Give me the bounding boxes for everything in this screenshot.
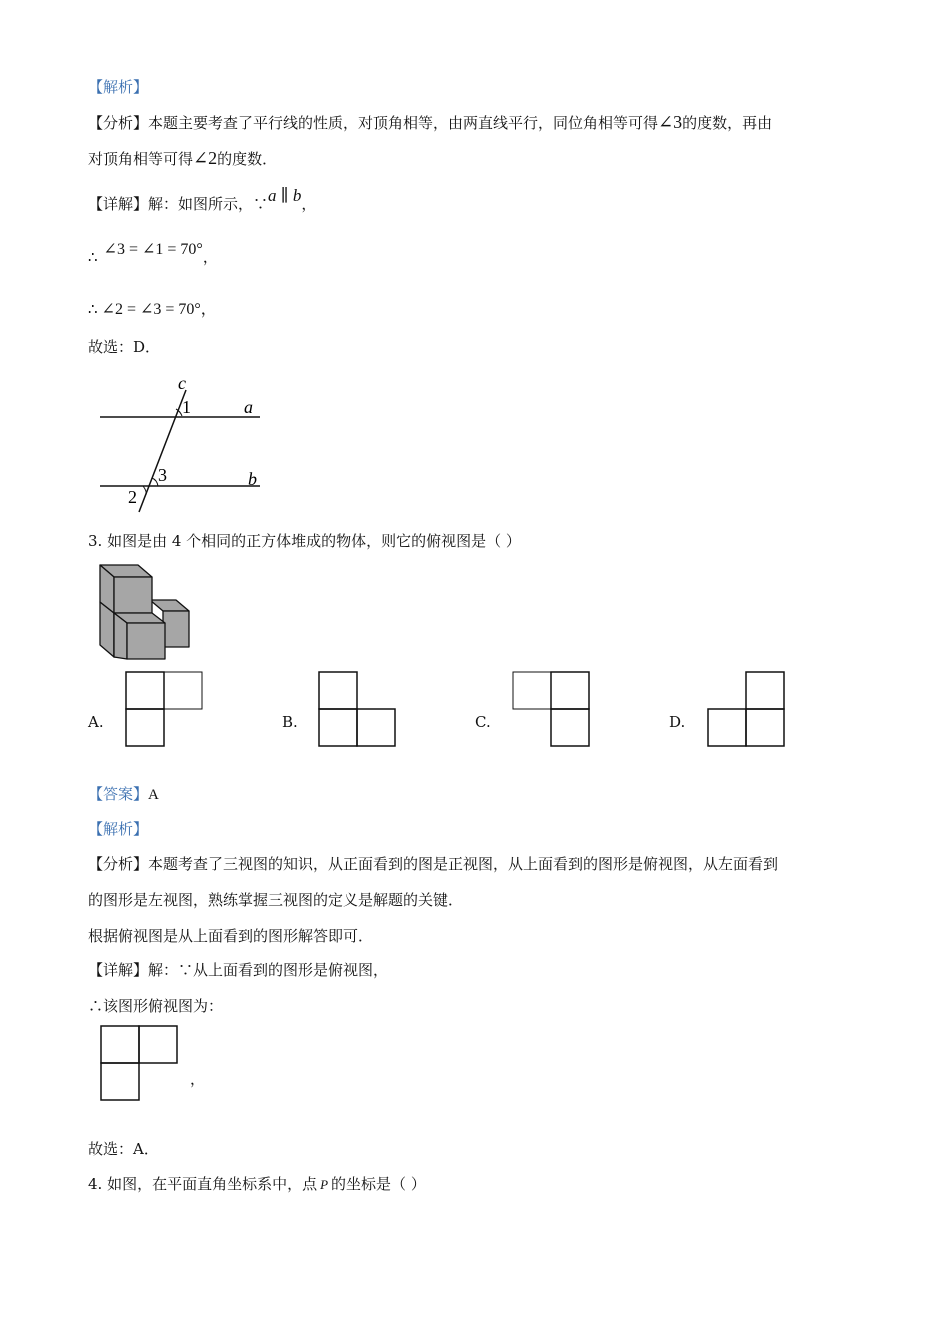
fenxi-text-2: 的图形是左视图，熟练掌握三视图的定义是解题的关键． (88, 891, 464, 909)
xiangjie-text: 解：∵从上面看到的图形是俯视图， (148, 961, 389, 979)
option-b-label: B. (282, 713, 298, 731)
q4-question (88, 1173, 426, 1196)
q3-line-5 (88, 995, 223, 1017)
fenxi-line-1 (88, 111, 772, 134)
angle-3: ∠3 (658, 112, 683, 132)
xiangjie-tag: 【详解】 (88, 961, 149, 979)
answer-value: A (148, 787, 159, 803)
xiangjie-tag: 【详解】 (88, 195, 149, 213)
cube-top-front (114, 577, 152, 613)
fenxi-tag: 【分析】 (88, 855, 149, 873)
equation-1: ∠3 = ∠1 = 70° (103, 241, 203, 258)
cube-stack-figure (98, 562, 193, 662)
option-d-label: D. (669, 713, 686, 731)
label-1: 1 (182, 397, 191, 417)
option-b-figure (317, 670, 399, 750)
q3-question (88, 530, 521, 552)
option-a-label: A. (88, 713, 104, 731)
angle-2-arc (143, 486, 146, 495)
fenxi-line-2 (88, 147, 277, 170)
answer-tag: 【答案】 (88, 785, 149, 803)
therefore-sign: ∴ (88, 248, 98, 266)
xiangjie-text: 解：如图所示，∵ (148, 195, 269, 213)
comma: ， (202, 248, 218, 266)
equation-2: ∠2 = ∠3 = 70°， (101, 301, 217, 318)
label-c: c (178, 373, 186, 393)
q4-question-text-b: 的坐标是（ ） (331, 1175, 426, 1193)
choose-a (88, 1138, 159, 1160)
option-c-label: C. (475, 713, 491, 731)
xiangjie-line (88, 186, 317, 215)
q3-jiexi (88, 818, 148, 840)
fenxi-line2-text-b: 的度数． (217, 150, 278, 168)
parallel-expr: a ∥ b (268, 186, 302, 205)
jiexi-heading (88, 76, 148, 98)
therefore-sign: ∴ (88, 300, 98, 318)
step-1 (88, 241, 218, 269)
q3-answer (88, 783, 159, 806)
jiexi-tag: 【解析】 (88, 78, 149, 96)
fenxi-text: 本题考查了三视图的知识，从正面看到的图是正视图，从上面看到的图形是俯视图，从左面看到 (148, 855, 779, 873)
q3-line-3-text: 根据俯视图是从上面看到的图形解答即可． (88, 927, 374, 945)
option-a-figure (124, 670, 206, 750)
q3-xiangjie (88, 959, 388, 981)
label-b: b (248, 469, 257, 489)
q3-question-text: 3. 如图是由 4 个相同的正方体堆成的物体，则它的俯视图是（ ） (88, 532, 521, 550)
label-a: a (244, 397, 253, 417)
jiexi-tag: 【解析】 (88, 820, 149, 838)
q3-line-3 (88, 925, 373, 947)
label-2: 2 (128, 487, 137, 507)
option-d-figure (706, 670, 788, 750)
choose-text: 故选：A． (88, 1140, 159, 1158)
cube-back-right-front (163, 611, 189, 647)
point-p: P (320, 1177, 329, 1192)
fenxi-text: 本题主要考查了平行线的性质，对顶角相等，由两直线平行，同位角相等可得 (148, 114, 659, 132)
cube-front-right-front (127, 623, 165, 659)
q3-line-5-text: ∴该图形俯视图为： (88, 997, 224, 1015)
parallel-lines-figure (96, 375, 266, 515)
q4-question-text-a: 4. 如图，在平面直角坐标系中，点 (88, 1175, 318, 1193)
comma: ， (301, 195, 317, 213)
cube-back-right-top (150, 600, 189, 611)
step-2 (88, 298, 217, 321)
choose-d (88, 336, 160, 358)
fenxi-text-end: 的度数，再由 (682, 114, 773, 132)
q3-fenxi-line-1 (88, 853, 778, 875)
choose-text: 故选：D． (88, 338, 161, 356)
q3-fenxi-line-2 (88, 889, 463, 911)
figure-comma: ， (190, 1070, 206, 1088)
angle-2: ∠2 (193, 148, 218, 168)
fenxi-tag: 【分析】 (88, 114, 149, 132)
fenxi-line2-text-a: 对顶角相等可得 (88, 150, 194, 168)
label-3: 3 (158, 465, 167, 485)
top-view-answer-figure (99, 1024, 181, 1104)
option-c-figure (511, 670, 593, 750)
